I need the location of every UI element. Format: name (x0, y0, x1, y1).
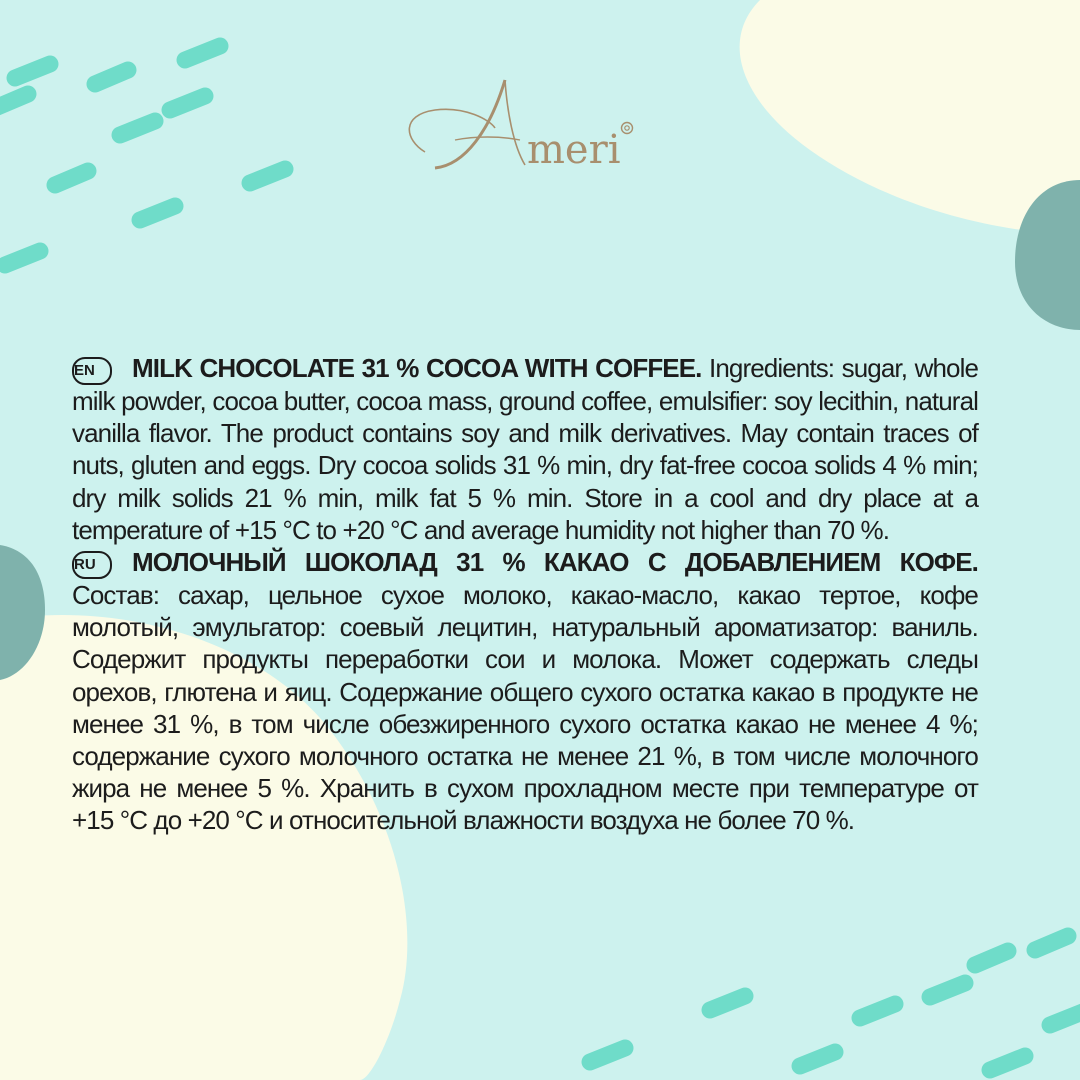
label-ru (72, 546, 978, 837)
product-name-en: MILK CHOCOLATE 31 % COCOA WITH COFFEE. (132, 353, 702, 383)
logo-wordmark: meri (527, 127, 621, 173)
lang-badge-ru: RU (72, 551, 112, 579)
lang-badge-en: EN (72, 357, 112, 385)
ingredients-ru: Состав: сахар, цельное сухое молоко, какао-масло, какао тертое, кофе молотый, эмульгатор: соевый лецитин, натуральный ароматизатор: ваниль. Содержит продукты переработки сои и молока. Может содержать следы орехов, глютена и яиц. Содержание общего сухого остатка какао в продукте не менее 31 %, в том числе обезжиренного сухого остатка какао не менее 4 %; содержание сухого молочного остатка не менее 21 %, в том числе молочного жира не менее 5 %. Хранить в сухом прохладном месте при температуре от +15 °С до +20 °С и относительной влажности воздуха не более 70 %. (72, 580, 978, 836)
ingredients-en: Ingredients: sugar, whole milk powder, cocoa butter, cocoa mass, ground coffee, emulsifier: soy lecithin, natural vanilla flavor. The product contains soy and milk derivatives. May contain traces of nuts, gluten and eggs. Dry cocoa solids 31 % min, dry fat-free cocoa solids 4 % min; dry milk solids 21 % min, milk fat 5 % min. Store in a cool and dry place at a temperature of +15 °C to +20 °C and average humidity not higher than 70 %. (72, 353, 979, 545)
brand-logo (395, 70, 645, 180)
label-en (72, 352, 978, 546)
product-label-text (72, 352, 978, 837)
product-name-ru: МОЛОЧНЫЙ ШОКОЛАД 31 % КАКАО С ДОБАВЛЕНИЕМ КОФЕ. (132, 547, 978, 578)
